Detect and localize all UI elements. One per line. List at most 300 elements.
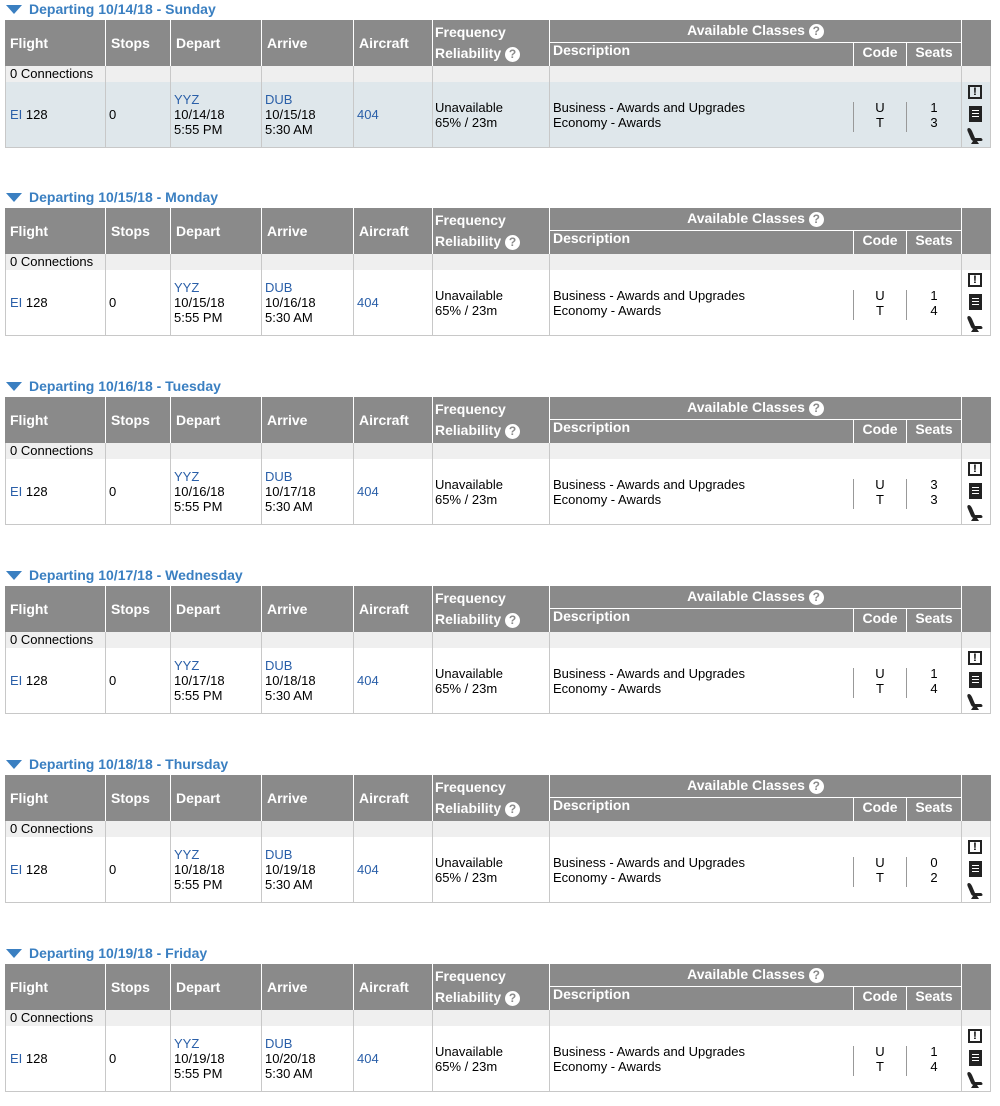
available-classes-title-wrap	[550, 778, 961, 794]
column-divider	[432, 66, 433, 147]
column-divider	[105, 443, 106, 524]
column-header-stops: Stops	[106, 208, 170, 254]
frequency-value: Unavailable	[435, 288, 503, 303]
column-header-depart: Depart	[171, 964, 261, 1010]
column-header-code: Code	[862, 799, 898, 815]
help-icon[interactable]: ?	[809, 401, 824, 416]
class-descriptions	[553, 100, 745, 130]
depart-date: 10/14/18	[174, 107, 225, 122]
class-seats	[907, 100, 961, 130]
class-description: Economy - Awards	[553, 303, 662, 318]
airline-link[interactable]: EI	[10, 107, 23, 122]
seat-icon[interactable]	[966, 1071, 984, 1089]
flight-row[interactable]	[5, 648, 991, 713]
seat-icon[interactable]	[966, 504, 984, 522]
column-divider	[261, 1010, 262, 1091]
column-divider	[5, 66, 6, 147]
column-header-seats: Seats	[915, 799, 953, 815]
column-divider	[5, 443, 6, 524]
column-header-actions	[962, 20, 991, 66]
connections-label: 0 Connections	[10, 443, 94, 458]
column-divider	[432, 821, 433, 902]
aircraft-link[interactable]: 404	[357, 295, 379, 310]
help-icon[interactable]: ?	[809, 779, 824, 794]
departure-header[interactable]	[6, 755, 228, 775]
stops-value: 0	[109, 295, 117, 310]
column-header-frequency: Frequency	[435, 212, 506, 228]
column-divider	[432, 1010, 433, 1091]
column-divider	[353, 821, 354, 902]
column-header-code: Code	[862, 421, 898, 437]
column-divider	[261, 443, 262, 524]
stops-value: 0	[109, 107, 117, 122]
departure-header[interactable]	[6, 0, 216, 20]
column-divider	[105, 632, 106, 713]
seat-icon[interactable]	[966, 882, 984, 900]
caret-down-icon[interactable]	[6, 382, 22, 391]
column-header-frequency-reliability	[433, 964, 549, 1010]
arrive-time: 5:30 AM	[265, 122, 313, 137]
frequency-reliability-cell	[435, 477, 503, 507]
column-divider	[170, 443, 171, 524]
depart-cell	[174, 658, 225, 703]
class-code: T	[876, 492, 884, 507]
column-divider	[170, 66, 171, 147]
connections-row	[5, 66, 991, 82]
flight-row[interactable]	[5, 82, 991, 147]
column-header-frequency-reliability	[433, 20, 549, 66]
class-seat-count: 3	[930, 115, 938, 130]
column-divider	[170, 254, 171, 335]
airline-link[interactable]: EI	[10, 295, 23, 310]
flight-number-cell	[10, 484, 48, 499]
column-header-code: Code	[862, 988, 898, 1004]
alert-icon[interactable]: !	[968, 462, 982, 476]
depart-airport-link[interactable]: YYZ	[174, 1036, 200, 1051]
arrive-airport-link[interactable]: DUB	[265, 658, 293, 673]
frequency-reliability-cell	[435, 666, 503, 696]
column-header-available-classes	[550, 775, 961, 821]
column-divider	[261, 632, 262, 713]
arrive-airport-link[interactable]: DUB	[265, 280, 293, 295]
seats-divider	[906, 290, 907, 320]
column-header-depart: Depart	[171, 208, 261, 254]
class-seats	[907, 666, 961, 696]
departure-header[interactable]	[6, 944, 207, 964]
column-header-actions	[962, 586, 991, 632]
notes-icon[interactable]	[969, 1050, 982, 1066]
arrive-cell	[265, 469, 316, 514]
available-classes-title: Available Classes	[687, 399, 805, 415]
class-codes	[854, 288, 906, 318]
arrive-date: 10/20/18	[265, 1051, 316, 1066]
column-header-available-classes	[550, 964, 961, 1010]
available-classes-title-wrap	[550, 967, 961, 983]
flight-row[interactable]	[5, 837, 991, 902]
column-divider	[5, 1010, 6, 1091]
departure-header-label[interactable]: Departing 10/18/18 - Thursday	[29, 756, 229, 772]
column-header-reliability: Reliability	[435, 422, 502, 438]
column-divider	[105, 1010, 106, 1091]
column-divider	[432, 254, 433, 335]
arrive-date: 10/16/18	[265, 295, 316, 310]
arrive-airport-link[interactable]: DUB	[265, 92, 293, 107]
column-header-seats: Seats	[915, 610, 953, 626]
class-description: Business - Awards and Upgrades	[553, 288, 745, 303]
column-divider	[549, 821, 550, 902]
connections-row	[5, 1010, 991, 1026]
depart-airport-link[interactable]: YYZ	[174, 92, 200, 107]
class-seat-count: 1	[930, 100, 938, 115]
arrive-date: 10/18/18	[265, 673, 316, 688]
seat-icon[interactable]	[966, 127, 984, 145]
departure-header-label[interactable]: Departing 10/14/18 - Sunday	[29, 1, 216, 17]
class-seat-count: 1	[930, 1044, 938, 1059]
column-header-description: Description	[553, 797, 631, 813]
reliability-value: 65% / 23m	[435, 870, 498, 885]
help-icon[interactable]: ?	[809, 968, 824, 983]
column-header-frequency: Frequency	[435, 779, 506, 795]
column-divider	[170, 632, 171, 713]
class-code: U	[875, 477, 885, 492]
arrive-airport-link[interactable]: DUB	[265, 469, 293, 484]
seat-icon[interactable]	[966, 693, 984, 711]
column-divider	[353, 632, 354, 713]
aircraft-link[interactable]: 404	[357, 1051, 379, 1066]
airline-link[interactable]: EI	[10, 673, 23, 688]
departure-section	[0, 0, 1000, 160]
column-divider	[990, 1010, 991, 1091]
class-code: U	[875, 288, 885, 303]
departure-header-label[interactable]: Departing 10/17/18 - Wednesday	[29, 567, 243, 583]
notes-icon[interactable]	[969, 861, 982, 877]
column-divider	[105, 66, 106, 147]
flight-table	[5, 775, 991, 903]
flight-number-cell	[10, 107, 48, 122]
class-seat-count: 3	[930, 477, 938, 492]
depart-time: 5:55 PM	[174, 310, 223, 325]
class-code: U	[875, 855, 885, 870]
help-icon[interactable]: ?	[809, 212, 824, 227]
column-header-aircraft: Aircraft	[354, 397, 432, 443]
aircraft-link[interactable]: 404	[357, 484, 379, 499]
stops-value: 0	[109, 484, 117, 499]
arrive-airport-link[interactable]: DUB	[265, 847, 293, 862]
column-header-reliability: Reliability	[435, 989, 502, 1005]
alert-icon[interactable]: !	[968, 85, 982, 99]
column-header-code: Code	[862, 44, 898, 60]
arrive-cell	[265, 1036, 316, 1081]
arrive-airport-link[interactable]: DUB	[265, 1036, 293, 1051]
reliability-value: 65% / 23m	[435, 492, 498, 507]
departure-header[interactable]	[6, 377, 221, 397]
arrive-date: 10/17/18	[265, 484, 316, 499]
aircraft-link[interactable]: 404	[357, 862, 379, 877]
column-divider	[5, 254, 6, 335]
class-seats	[907, 855, 961, 885]
connections-label: 0 Connections	[10, 632, 94, 647]
flight-row[interactable]	[5, 270, 991, 335]
flight-number: 128	[25, 295, 48, 310]
class-code: U	[875, 666, 885, 681]
help-icon[interactable]: ?	[809, 24, 824, 39]
column-divider	[961, 443, 962, 524]
column-divider	[261, 254, 262, 335]
departure-header-label[interactable]: Departing 10/16/18 - Tuesday	[29, 378, 221, 394]
flight-row[interactable]	[5, 1026, 991, 1091]
column-header-reliability-wrap	[435, 234, 520, 250]
departure-header[interactable]	[6, 188, 218, 208]
column-divider	[353, 443, 354, 524]
depart-cell	[174, 92, 225, 137]
column-header-available-classes	[550, 20, 961, 66]
column-header-depart: Depart	[171, 775, 261, 821]
alert-icon[interactable]: !	[968, 1029, 982, 1043]
help-icon[interactable]: ?	[505, 613, 520, 628]
available-classes-title: Available Classes	[687, 588, 805, 604]
column-header-depart: Depart	[171, 586, 261, 632]
class-seat-count: 1	[930, 666, 938, 681]
class-seat-count: 4	[930, 681, 938, 696]
column-divider	[549, 66, 550, 147]
frequency-value: Unavailable	[435, 666, 503, 681]
available-classes-title-wrap	[550, 23, 961, 39]
class-description: Economy - Awards	[553, 1059, 662, 1074]
class-description: Business - Awards and Upgrades	[553, 477, 745, 492]
connections-row	[5, 821, 991, 837]
class-description: Economy - Awards	[553, 870, 662, 885]
column-header-description: Description	[553, 230, 631, 246]
flight-number-cell	[10, 862, 48, 877]
code-divider	[853, 290, 854, 320]
column-header-frequency: Frequency	[435, 401, 506, 417]
class-code: T	[876, 1059, 884, 1074]
column-header-arrive: Arrive	[262, 20, 353, 66]
column-divider	[961, 254, 962, 335]
help-icon[interactable]: ?	[505, 47, 520, 62]
column-header-arrive: Arrive	[262, 775, 353, 821]
departure-header[interactable]	[6, 566, 243, 586]
flight-number: 128	[25, 673, 48, 688]
column-header-frequency: Frequency	[435, 24, 506, 40]
column-divider	[261, 821, 262, 902]
class-description: Economy - Awards	[553, 115, 662, 130]
column-header-stops: Stops	[106, 964, 170, 1010]
departure-section	[0, 188, 1000, 348]
column-header-code: Code	[862, 610, 898, 626]
depart-airport-link[interactable]: YYZ	[174, 469, 200, 484]
class-descriptions	[553, 855, 745, 885]
code-divider	[853, 102, 854, 132]
help-icon[interactable]: ?	[505, 235, 520, 250]
notes-icon[interactable]	[969, 672, 982, 688]
code-divider	[853, 479, 854, 509]
column-divider	[549, 254, 550, 335]
stops-value: 0	[109, 1051, 117, 1066]
frequency-value: Unavailable	[435, 100, 503, 115]
depart-airport-link[interactable]: YYZ	[174, 847, 200, 862]
column-header-actions	[962, 964, 991, 1010]
column-header-aircraft: Aircraft	[354, 20, 432, 66]
depart-airport-link[interactable]: YYZ	[174, 658, 200, 673]
arrive-time: 5:30 AM	[265, 688, 313, 703]
column-header-stops: Stops	[106, 20, 170, 66]
depart-date: 10/17/18	[174, 673, 225, 688]
column-header-flight: Flight	[5, 964, 105, 1010]
flight-row[interactable]	[5, 459, 991, 524]
notes-icon[interactable]	[969, 106, 982, 122]
class-codes	[854, 1044, 906, 1074]
column-divider	[990, 443, 991, 524]
class-seats	[907, 477, 961, 507]
class-seat-count: 1	[930, 288, 938, 303]
class-description: Business - Awards and Upgrades	[553, 1044, 745, 1059]
flight-number: 128	[25, 107, 48, 122]
column-header-arrive: Arrive	[262, 586, 353, 632]
flight-number-cell	[10, 673, 48, 688]
column-header-frequency-reliability	[433, 208, 549, 254]
arrive-time: 5:30 AM	[265, 1066, 313, 1081]
caret-down-icon[interactable]	[6, 949, 22, 958]
reliability-value: 65% / 23m	[435, 115, 498, 130]
available-classes-title-wrap	[550, 589, 961, 605]
column-header-description: Description	[553, 42, 631, 58]
departure-header-label[interactable]: Departing 10/15/18 - Monday	[29, 189, 219, 205]
code-divider	[853, 857, 854, 887]
connections-row	[5, 632, 991, 648]
column-divider	[990, 66, 991, 147]
column-header-description: Description	[553, 986, 631, 1002]
flight-number: 128	[25, 1051, 48, 1066]
departure-section	[0, 377, 1000, 537]
alert-icon[interactable]: !	[968, 651, 982, 665]
aircraft-link[interactable]: 404	[357, 673, 379, 688]
help-icon[interactable]: ?	[505, 802, 520, 817]
column-header-flight: Flight	[5, 397, 105, 443]
class-codes	[854, 855, 906, 885]
column-header-code: Code	[862, 232, 898, 248]
column-header-flight: Flight	[5, 775, 105, 821]
help-icon[interactable]: ?	[505, 991, 520, 1006]
arrive-time: 5:30 AM	[265, 499, 313, 514]
available-classes-title-wrap	[550, 400, 961, 416]
flight-number-cell	[10, 1051, 48, 1066]
class-codes	[854, 666, 906, 696]
column-header-flight: Flight	[5, 208, 105, 254]
column-header-arrive: Arrive	[262, 208, 353, 254]
stops-value: 0	[109, 862, 117, 877]
column-header-seats: Seats	[915, 44, 953, 60]
alert-icon[interactable]: !	[968, 840, 982, 854]
class-code: U	[875, 100, 885, 115]
seats-divider	[906, 102, 907, 132]
column-divider	[961, 1010, 962, 1091]
notes-icon[interactable]	[969, 294, 982, 310]
stops-value: 0	[109, 673, 117, 688]
alert-icon[interactable]: !	[968, 273, 982, 287]
airline-link[interactable]: EI	[10, 1051, 23, 1066]
column-divider	[170, 821, 171, 902]
column-header-flight: Flight	[5, 586, 105, 632]
column-header-reliability-wrap	[435, 990, 520, 1006]
depart-cell	[174, 280, 225, 325]
column-header-frequency: Frequency	[435, 590, 506, 606]
column-divider	[961, 66, 962, 147]
departure-section	[0, 566, 1000, 726]
frequency-value: Unavailable	[435, 855, 503, 870]
class-code: T	[876, 303, 884, 318]
arrive-date: 10/19/18	[265, 862, 316, 877]
column-header-available-classes	[550, 586, 961, 632]
frequency-reliability-cell	[435, 855, 503, 885]
column-header-aircraft: Aircraft	[354, 964, 432, 1010]
notes-icon[interactable]	[969, 483, 982, 499]
depart-date: 10/18/18	[174, 862, 225, 877]
arrive-time: 5:30 AM	[265, 877, 313, 892]
class-seats	[907, 288, 961, 318]
departure-section	[0, 944, 1000, 1104]
class-seat-count: 2	[930, 870, 938, 885]
flight-table	[5, 397, 991, 525]
flight-number: 128	[25, 484, 48, 499]
arrive-time: 5:30 AM	[265, 310, 313, 325]
column-divider	[549, 1010, 550, 1091]
column-header-stops: Stops	[106, 775, 170, 821]
help-icon[interactable]: ?	[505, 424, 520, 439]
column-divider	[990, 632, 991, 713]
caret-down-icon[interactable]	[6, 5, 22, 14]
class-descriptions	[553, 666, 745, 696]
arrive-cell	[265, 92, 316, 137]
airline-link[interactable]: EI	[10, 484, 23, 499]
code-divider	[853, 1046, 854, 1076]
connections-label: 0 Connections	[10, 66, 94, 81]
depart-time: 5:55 PM	[174, 122, 223, 137]
flight-table	[5, 20, 991, 148]
column-header-depart: Depart	[171, 397, 261, 443]
column-header-actions	[962, 397, 991, 443]
column-header-actions	[962, 208, 991, 254]
class-seat-count: 4	[930, 303, 938, 318]
column-divider	[432, 443, 433, 524]
column-divider	[105, 821, 106, 902]
depart-time: 5:55 PM	[174, 877, 223, 892]
class-descriptions	[553, 288, 745, 318]
caret-down-icon[interactable]	[6, 571, 22, 580]
available-classes-title-wrap	[550, 211, 961, 227]
caret-down-icon[interactable]	[6, 193, 22, 202]
column-header-seats: Seats	[915, 232, 953, 248]
depart-date: 10/19/18	[174, 1051, 225, 1066]
column-header-seats: Seats	[915, 421, 953, 437]
class-descriptions	[553, 1044, 745, 1074]
class-seats	[907, 1044, 961, 1074]
caret-down-icon[interactable]	[6, 760, 22, 769]
aircraft-link[interactable]: 404	[357, 107, 379, 122]
class-code: T	[876, 870, 884, 885]
airline-link[interactable]: EI	[10, 862, 23, 877]
class-description: Business - Awards and Upgrades	[553, 100, 745, 115]
departure-header-label[interactable]: Departing 10/19/18 - Friday	[29, 945, 208, 961]
seats-divider	[906, 1046, 907, 1076]
depart-date: 10/16/18	[174, 484, 225, 499]
column-divider	[549, 632, 550, 713]
depart-airport-link[interactable]: YYZ	[174, 280, 200, 295]
help-icon[interactable]: ?	[809, 590, 824, 605]
arrive-cell	[265, 847, 316, 892]
seat-icon[interactable]	[966, 315, 984, 333]
connections-row	[5, 443, 991, 459]
